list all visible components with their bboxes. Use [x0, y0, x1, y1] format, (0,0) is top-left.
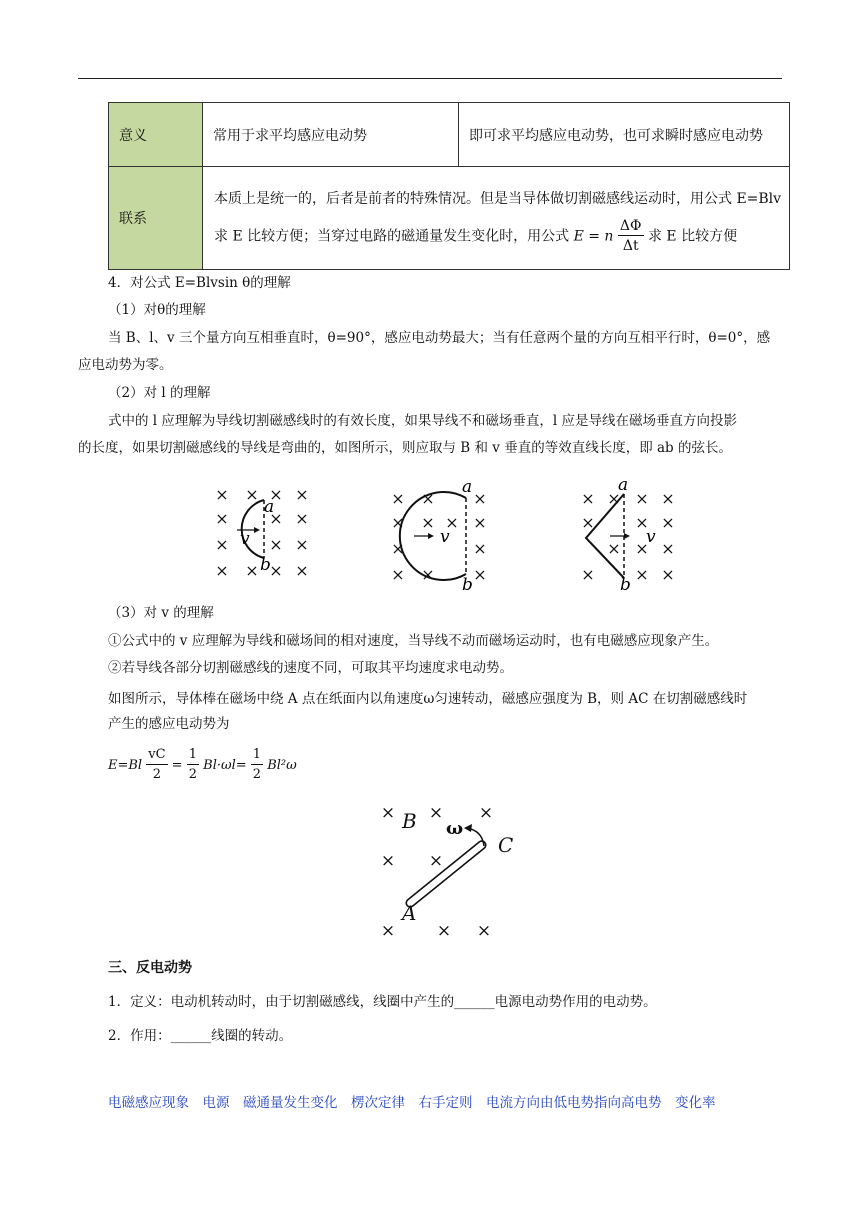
cross-mark: ×: [428, 851, 444, 871]
cross-mark: ×: [215, 509, 229, 528]
table-row-meaning: [109, 103, 790, 167]
formula-fraction-3: [251, 746, 263, 785]
section4-p4-line2: 产生的感应电动势为: [108, 716, 230, 732]
label-v: v: [646, 527, 656, 547]
label-C: C: [498, 833, 514, 857]
cross-mark: ×: [421, 513, 435, 532]
section3-item1: 1．定义：电动机转动时，由于切割磁感线，线圈中产生的______电源电动势作用的电动势。: [108, 994, 657, 1010]
label-a: a: [462, 477, 473, 497]
cross-mark: ×: [607, 489, 621, 508]
cross-mark: ×: [421, 489, 435, 508]
table-cell-meaning-2: 即可求平均感应电动势，也可求瞬时感应电动势: [459, 103, 790, 167]
cross-mark: ×: [380, 851, 396, 871]
figure-2: [391, 489, 486, 584]
cross-mark: ×: [215, 561, 229, 580]
section4-p3-line1: ①公式中的 v 应理解为导线和磁场间的相对速度，当导线不动而磁场运动时，也有电磁感应现象产生。: [108, 633, 719, 649]
cross-mark: ×: [245, 485, 259, 504]
cross-mark: ×: [661, 513, 675, 532]
section4-sub1: （1）对θ的理解: [108, 302, 206, 318]
cross-mark: ×: [295, 561, 309, 580]
cross-mark: ×: [269, 535, 283, 554]
formula-fraction-2: [187, 746, 199, 785]
cross-mark: ×: [635, 565, 649, 584]
label-A: A: [402, 901, 417, 925]
fraction-3-denominator: 2: [252, 767, 262, 782]
cross-mark: ×: [478, 803, 494, 823]
cross-mark: ×: [215, 485, 229, 504]
section4-p4-line1: 如图所示，导体棒在磁场中绕 A 点在纸面内以角速度ω匀速转动，磁感应强度为 B，则 AC 在切割磁感线时: [108, 691, 748, 707]
fraction-2-numerator: 1: [187, 746, 199, 765]
cross-mark: ×: [391, 565, 405, 584]
formula-part-d: Bl²ω: [267, 758, 297, 773]
table-row-relation: [109, 167, 790, 270]
cross-mark: ×: [473, 513, 487, 532]
curved-wire-figures: [200, 474, 690, 594]
table-cell-relation: [203, 167, 790, 270]
cross-mark: ×: [445, 513, 459, 532]
section3-item2: 2．作用：______线圈的转动。: [108, 1028, 293, 1044]
rotating-rod-figure: [370, 798, 530, 944]
cross-mark: ×: [635, 539, 649, 558]
section4-p2-line1: 式中的 l 应理解为导线切割磁感线时的有效长度，如果导线不和磁场垂直，l 应是导线在磁场垂直方向投影: [108, 413, 738, 429]
label-b: b: [620, 575, 631, 594]
section4-sub2: （2）对 l 的理解: [108, 385, 211, 401]
cross-mark: ×: [635, 489, 649, 508]
cross-mark: ×: [661, 489, 675, 508]
formula-part-b: =: [171, 758, 183, 773]
formula-lhs: E = n: [573, 228, 614, 244]
relation-text-b: 求 E 比较方便: [647, 228, 738, 244]
cross-mark: ×: [380, 803, 396, 823]
label-B: B: [402, 809, 417, 833]
arrow-head-icon: [624, 533, 630, 539]
section4-sub3: （3）对 v 的理解: [108, 605, 214, 621]
cross-mark: ×: [295, 485, 309, 504]
label-a: a: [618, 475, 629, 495]
table-header-relation: 联系: [109, 167, 203, 270]
formula-numerator: ΔΦ: [619, 217, 642, 234]
answer-key: 电磁感应现象 电源 磁通量发生变化 楞次定律 右手定则 电流方向由低电势指向高电势 变化率: [108, 1095, 716, 1111]
cross-mark: ×: [269, 509, 283, 528]
cross-mark: ×: [473, 565, 487, 584]
cross-mark: ×: [391, 539, 405, 558]
formula-part-a: E=Bl: [108, 758, 143, 773]
cross-mark: ×: [295, 535, 309, 554]
formula-denominator: Δt: [622, 237, 639, 254]
cross-mark: ×: [269, 485, 283, 504]
comparison-table: [108, 102, 790, 270]
cross-mark: ×: [661, 539, 675, 558]
cross-mark: ×: [661, 565, 675, 584]
fraction-1-numerator: vC: [146, 746, 167, 765]
label-v: v: [440, 527, 450, 547]
label-a: a: [264, 497, 275, 517]
cross-mark: ×: [215, 535, 229, 554]
cross-mark: ×: [476, 921, 492, 941]
rotation-arrow-icon: [464, 824, 472, 832]
header-rule: [78, 78, 782, 79]
cross-mark: ×: [428, 803, 444, 823]
arrow-head-icon: [428, 533, 434, 539]
table-header-meaning: 意义: [109, 103, 203, 167]
section4-p2-line2: 的长度，如果切割磁感线的导线是弯曲的，如图所示，则应取与 B 和 v 垂直的等效直线长度，即 ab 的弦长。: [78, 440, 732, 456]
cross-mark: ×: [391, 513, 405, 532]
conductor-rod: [405, 839, 488, 908]
cross-mark: ×: [421, 565, 435, 584]
relation-line-1: 本质上是统一的，后者是前者的特殊情况。但是当导体做切割磁感线运动时，用公式 E=Blv: [214, 190, 782, 207]
arrow-head-icon: [254, 527, 260, 533]
cross-mark: ×: [245, 561, 259, 580]
section4-p3-line2: ②若导线各部分切割磁感线的速度不同，可取其平均速度求电动势。: [108, 660, 513, 676]
cross-mark: ×: [581, 489, 595, 508]
relation-line-2: [204, 217, 788, 256]
relation-text-a: 求 E 比较方便；当穿过电路的磁通量发生变化时，用公式: [214, 228, 570, 244]
formula-part-c: Bl·ωl=: [203, 758, 247, 773]
cross-mark: ×: [607, 539, 621, 558]
section4-p1-line1: 当 B、l、v 三个量方向互相垂直时，θ=90°，感应电动势最大；当有任意两个量的方向互相平行时，θ=0°，感: [108, 330, 771, 346]
label-v: v: [240, 529, 250, 549]
rotation-formula: [108, 746, 297, 785]
cross-mark: ×: [391, 489, 405, 508]
formula-fraction: [618, 217, 644, 256]
cross-mark: ×: [473, 489, 487, 508]
cross-mark: ×: [581, 565, 595, 584]
cross-mark: ×: [295, 509, 309, 528]
cross-mark: ×: [635, 513, 649, 532]
cross-mark: ×: [473, 539, 487, 558]
cross-mark: ×: [436, 921, 452, 941]
cross-mark: ×: [581, 513, 595, 532]
table-cell-meaning-1: 常用于求平均感应电动势: [203, 103, 459, 167]
formula-fraction-1: [146, 746, 167, 785]
section3-title: 三、反电动势: [108, 960, 192, 976]
fraction-3-numerator: 1: [251, 746, 263, 765]
label-b: b: [260, 555, 271, 575]
section4-title: 4．对公式 E=Blvsin θ的理解: [108, 275, 291, 291]
label-omega: ω: [446, 818, 464, 839]
fraction-1-denominator: 2: [152, 767, 162, 782]
cross-mark: ×: [380, 921, 396, 941]
section4-p1-line2: 应电动势为零。: [78, 357, 173, 373]
fraction-2-denominator: 2: [188, 767, 197, 782]
cross-mark: ×: [269, 561, 283, 580]
label-b: b: [462, 575, 473, 594]
